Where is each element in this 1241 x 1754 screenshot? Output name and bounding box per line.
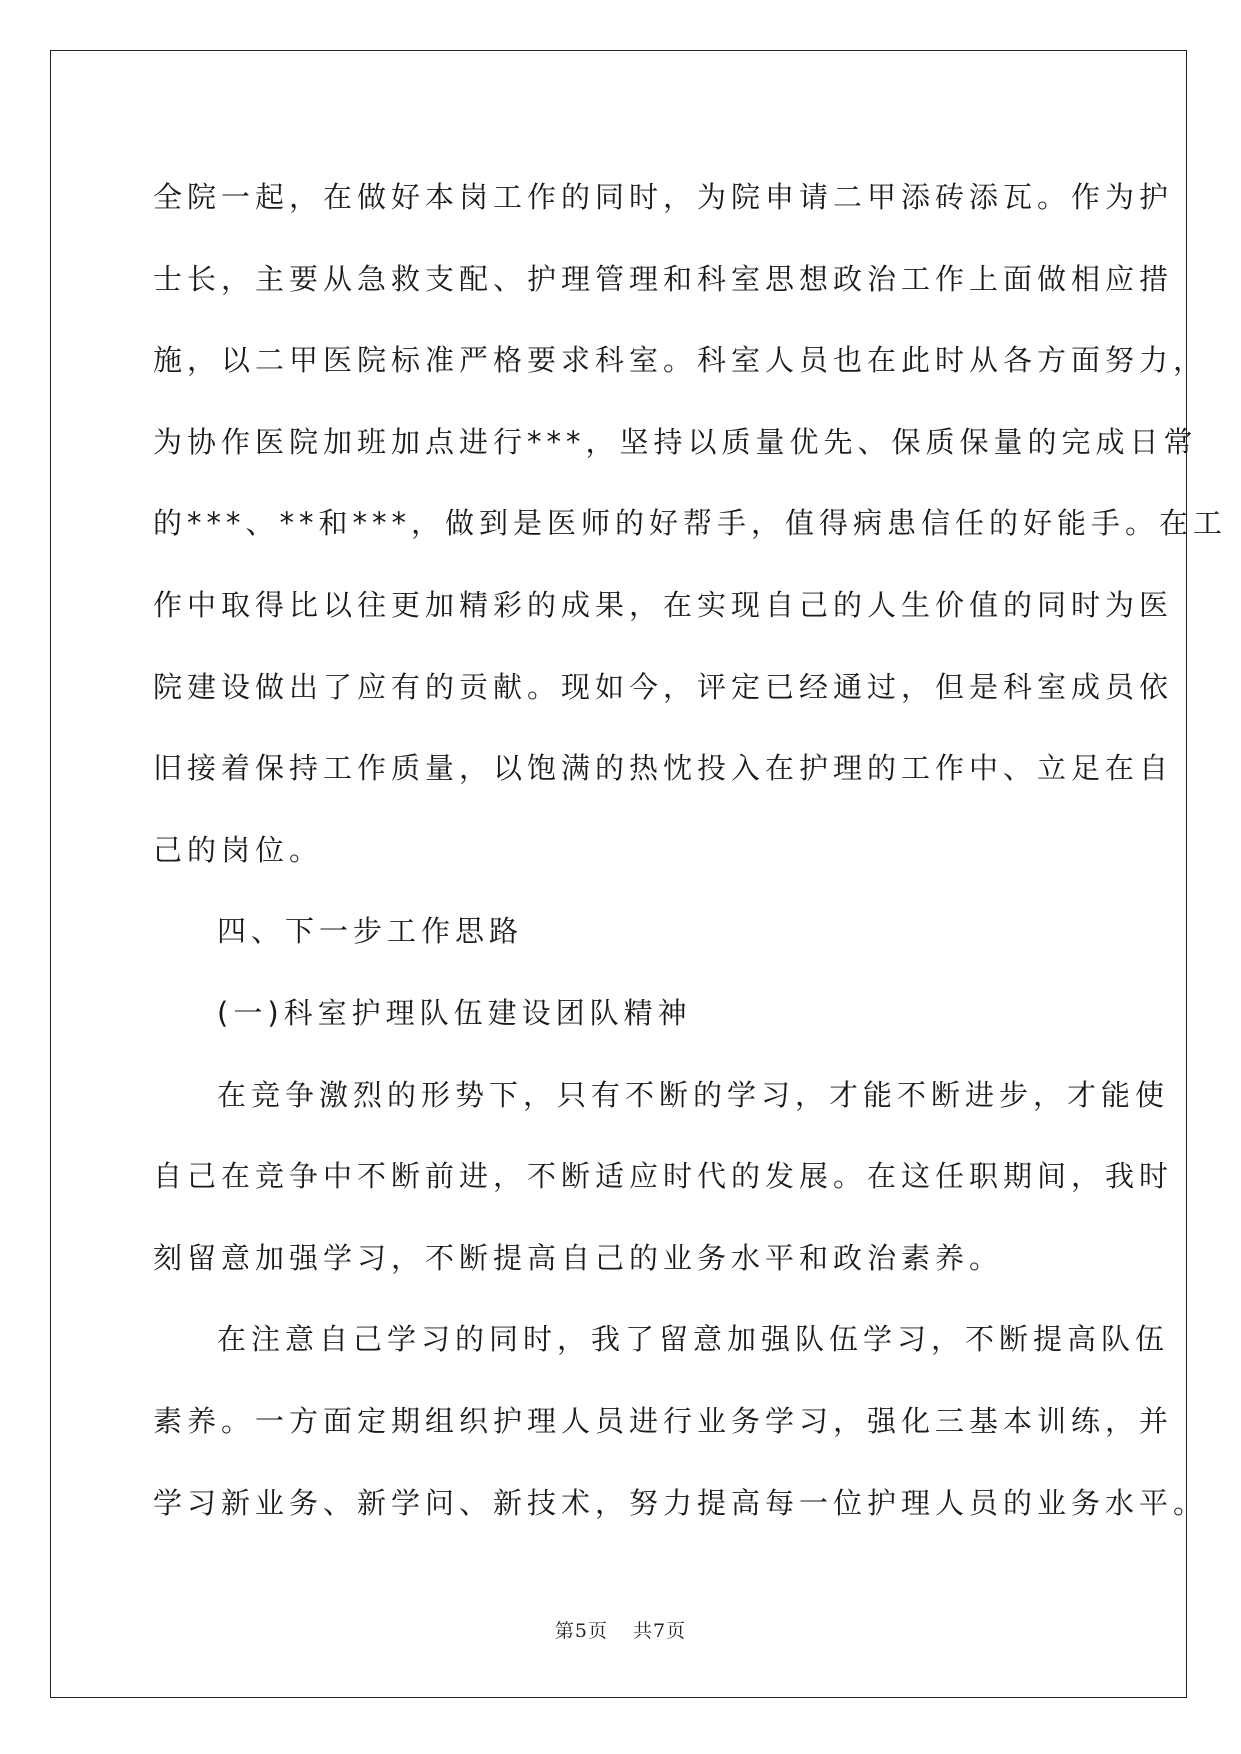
text-line: 素养。一方面定期组织护理人员进行业务学习，强化三基本训练，并: [153, 1403, 1174, 1438]
paragraph: [153, 1299, 1208, 1544]
section-heading: [153, 891, 1093, 973]
document-body: [153, 157, 1228, 1544]
text-line: 在注意自己学习的同时，我了留意加强队伍学习，不断提高队伍: [217, 1322, 1170, 1357]
paragraph: [153, 157, 1228, 891]
page-total: 共7页: [633, 1620, 687, 1642]
text-line: 刻留意加强学习，不断提高自己的业务水平和政治素养。: [153, 1240, 1004, 1275]
text-line: 士长，主要从急救支配、护理管理和科室思想政治工作上面做相应措: [153, 261, 1174, 296]
page-footer: [0, 1616, 1241, 1643]
text-line: 四、下一步工作思路: [217, 914, 524, 949]
text-line: 的***、**和***，做到是医师的好帮手，值得病患信任的好能手。在工: [153, 506, 1228, 541]
text-line: 在竞争激烈的形势下，只有不断的学习，才能不断进步，才能使: [217, 1077, 1170, 1112]
text-line: 为协作医院加班加点进行***，坚持以质量优先、保质保量的完成日常: [153, 424, 1198, 459]
text-line: 全院一起，在做好本岗工作的同时，为院申请二甲添砖添瓦。作为护: [153, 180, 1174, 214]
text-line: 旧接着保持工作质量，以饱满的热忱投入在护理的工作中、立足在自: [153, 751, 1174, 786]
text-line: 作中取得比以往更加精彩的成果，在实现自己的人生价值的同时为医: [153, 587, 1174, 622]
text-line: 施，以二甲医院标准严格要求科室。科室人员也在此时从各方面努力，: [153, 343, 1208, 378]
text-line: 己的岗位。: [153, 832, 324, 867]
text-line: 学习新业务、新学问、新技术，努力提高每一位护理人员的业务水平。: [153, 1485, 1208, 1520]
page-number: 第5页: [554, 1620, 608, 1642]
text-line: 自己在竞争中不断前进，不断适应时代的发展。在这任职期间，我时: [153, 1159, 1174, 1194]
text-line: (一)科室护理队伍建设团队精神: [217, 995, 692, 1030]
subsection-heading: [153, 973, 1093, 1055]
paragraph: [153, 1055, 1174, 1300]
text-line: 院建设做出了应有的贡献。现如今，评定已经通过，但是科室成员依: [153, 669, 1174, 704]
